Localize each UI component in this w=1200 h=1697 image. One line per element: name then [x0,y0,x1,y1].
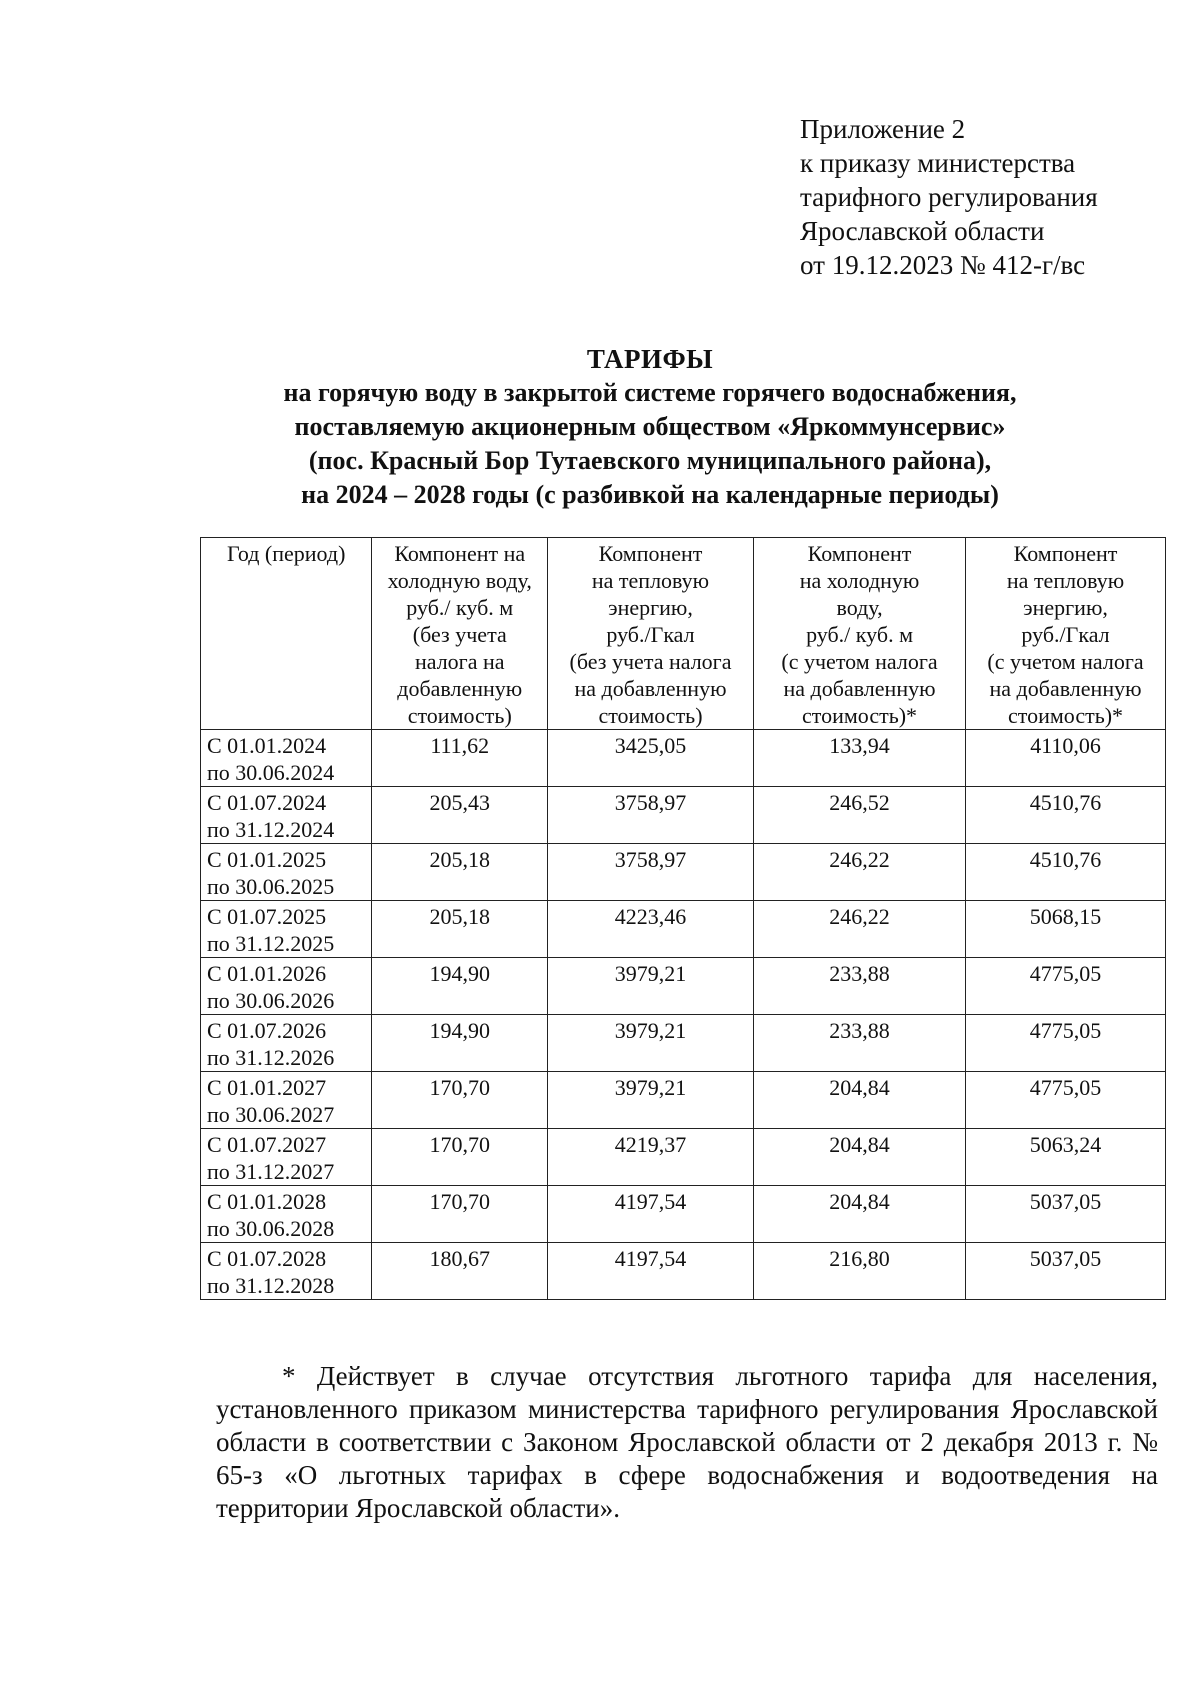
cold-water-with-vat-cell: 204,84 [754,1186,966,1243]
title-main: ТАРИФЫ [586,344,714,374]
table-row [201,958,1166,1015]
cold-water-no-vat-cell: 170,70 [372,1072,548,1129]
heat-energy-no-vat-cell: 3979,21 [548,1015,754,1072]
appendix-line: к приказу министерства [800,148,1076,178]
table-row [201,1186,1166,1243]
period-cell: С 01.01.2024 по 30.06.2024 [201,730,372,787]
heat-energy-no-vat-cell: 3979,21 [548,1072,754,1129]
period-cell: С 01.01.2026 по 30.06.2026 [201,958,372,1015]
appendix-header [800,112,1098,282]
heat-energy-no-vat-cell: 3758,97 [548,844,754,901]
period-cell: С 01.07.2025 по 31.12.2025 [201,901,372,958]
header-heat-energy-with-vat: Компонент на тепловую энергию, руб./Гкал (с учетом налога на добавленную стоимость)* [966,538,1166,730]
cold-water-with-vat-cell: 246,52 [754,787,966,844]
cold-water-with-vat-cell: 204,84 [754,1129,966,1186]
period-cell: С 01.07.2028 по 31.12.2028 [201,1243,372,1300]
title-line: на 2024 – 2028 годы (с разбивкой на календарные периоды) [301,480,999,509]
cold-water-no-vat-cell: 170,70 [372,1129,548,1186]
appendix-line: от 19.12.2023 № 412-г/вс [800,250,1086,280]
heat-energy-with-vat-cell: 4510,76 [966,787,1166,844]
period-cell: С 01.07.2026 по 31.12.2026 [201,1015,372,1072]
footnote: * Действует в случае отсутствия льготного тарифа для населения, установленного приказом министерства тарифного регулирования Ярославской области в соответствии с Законом Ярославской области от 2 декабря 2013 г. № 65-з «О льготных тарифах в сфере водоснабжения и водоотведения на территории Ярославской области». [216,1361,1158,1523]
title-line: (пос. Красный Бор Тутаевского муниципального района), [308,446,992,475]
header-period: Год (период) [201,538,372,730]
cold-water-no-vat-cell: 205,18 [372,844,548,901]
table-row [201,1243,1166,1300]
heat-energy-with-vat-cell: 5068,15 [966,901,1166,958]
period-cell: С 01.07.2024 по 31.12.2024 [201,787,372,844]
table-header-row [201,538,1166,730]
cold-water-with-vat-cell: 233,88 [754,958,966,1015]
document-title [150,342,1150,512]
heat-energy-no-vat-cell: 4197,54 [548,1186,754,1243]
table-row [201,1072,1166,1129]
heat-energy-with-vat-cell: 4510,76 [966,844,1166,901]
cold-water-with-vat-cell: 204,84 [754,1072,966,1129]
cold-water-with-vat-cell: 216,80 [754,1243,966,1300]
cold-water-no-vat-cell: 194,90 [372,1015,548,1072]
cold-water-with-vat-cell: 233,88 [754,1015,966,1072]
table-row [201,730,1166,787]
period-cell: С 01.01.2027 по 30.06.2027 [201,1072,372,1129]
heat-energy-with-vat-cell: 5037,05 [966,1243,1166,1300]
heat-energy-no-vat-cell: 4197,54 [548,1243,754,1300]
heat-energy-no-vat-cell: 3425,05 [548,730,754,787]
table-row [201,1015,1166,1072]
heat-energy-with-vat-cell: 5037,05 [966,1186,1166,1243]
period-cell: С 01.01.2025 по 30.06.2025 [201,844,372,901]
table-row [201,787,1166,844]
appendix-line: Ярославской области [800,216,1045,246]
period-cell: С 01.07.2027 по 31.12.2027 [201,1129,372,1186]
cold-water-no-vat-cell: 180,67 [372,1243,548,1300]
table-row [201,901,1166,958]
heat-energy-no-vat-cell: 4223,46 [548,901,754,958]
heat-energy-with-vat-cell: 4775,05 [966,1072,1166,1129]
heat-energy-no-vat-cell: 3979,21 [548,958,754,1015]
cold-water-no-vat-cell: 205,18 [372,901,548,958]
period-cell: С 01.01.2028 по 30.06.2028 [201,1186,372,1243]
header-cold-water-no-vat: Компонент на холодную воду, руб./ куб. м (без учета налога на добавленную стоимость) [372,538,548,730]
cold-water-no-vat-cell: 194,90 [372,958,548,1015]
cold-water-with-vat-cell: 133,94 [754,730,966,787]
tariff-table [200,537,1166,1300]
title-line: на горячую воду в закрытой системе горячего водоснабжения, [283,378,1017,407]
heat-energy-no-vat-cell: 3758,97 [548,787,754,844]
heat-energy-no-vat-cell: 4219,37 [548,1129,754,1186]
heat-energy-with-vat-cell: 4110,06 [966,730,1166,787]
appendix-line: тарифного регулирования [800,182,1098,212]
header-cold-water-with-vat: Компонент на холодную воду, руб./ куб. м (с учетом налога на добавленную стоимость)* [754,538,966,730]
header-heat-energy-no-vat: Компонент на тепловую энергию, руб./Гкал (без учета налога на добавленную стоимость) [548,538,754,730]
cold-water-no-vat-cell: 170,70 [372,1186,548,1243]
appendix-line: Приложение 2 [800,114,966,144]
cold-water-with-vat-cell: 246,22 [754,844,966,901]
heat-energy-with-vat-cell: 4775,05 [966,958,1166,1015]
heat-energy-with-vat-cell: 5063,24 [966,1129,1166,1186]
heat-energy-with-vat-cell: 4775,05 [966,1015,1166,1072]
table-row [201,1129,1166,1186]
cold-water-with-vat-cell: 246,22 [754,901,966,958]
cold-water-no-vat-cell: 111,62 [372,730,548,787]
title-line: поставляемую акционерным обществом «Яркоммунсервис» [294,412,1006,441]
cold-water-no-vat-cell: 205,43 [372,787,548,844]
table-row [201,844,1166,901]
